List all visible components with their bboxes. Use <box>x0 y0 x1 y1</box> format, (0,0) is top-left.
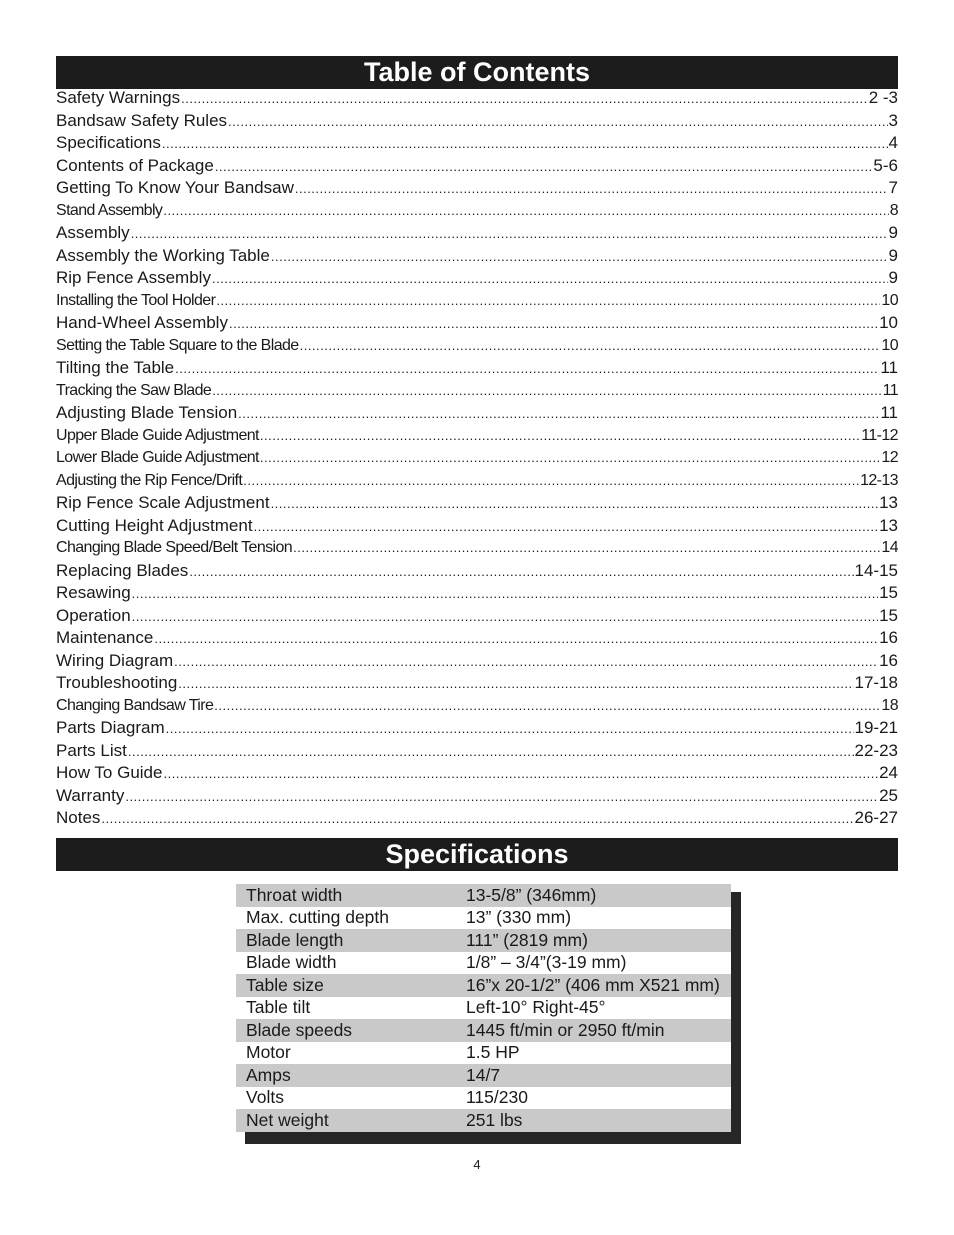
spec-row <box>236 907 731 930</box>
toc-entry <box>56 290 898 313</box>
toc-entry-title: How To Guide <box>56 763 163 782</box>
toc-leader-dots <box>271 493 879 515</box>
toc-leader-dots <box>163 200 888 223</box>
toc-entry-page: 18 <box>881 696 898 714</box>
toc-entry <box>56 132 898 155</box>
spec-value: 1445 ft/min or 2950 ft/min <box>466 1019 731 1042</box>
toc-entry <box>56 695 898 718</box>
toc-entry <box>56 110 898 133</box>
toc-leader-dots <box>174 651 878 673</box>
toc-entry-page: 11 <box>880 403 898 422</box>
toc-leader-dots <box>101 808 853 830</box>
toc-leader-dots <box>212 380 881 403</box>
toc-entry <box>56 380 898 403</box>
toc-entry-title: Adjusting the Rip Fence/Drift <box>56 471 243 489</box>
spec-value: Left-10° Right-45° <box>466 997 606 1018</box>
toc-entry-title: Troubleshooting <box>56 673 178 692</box>
toc-entry-page: 9 <box>888 245 898 265</box>
toc-entry-page: 4 <box>888 133 898 152</box>
toc-entry <box>56 267 898 290</box>
toc-entry-page: 15 <box>879 583 898 602</box>
spec-label: Blade speeds <box>236 1019 466 1042</box>
toc-entry-page: 2 -3 <box>868 88 898 107</box>
spec-label: Table tilt <box>246 997 311 1018</box>
toc-entry <box>56 515 898 538</box>
toc-entry-page: 14 <box>881 539 898 556</box>
toc-entry-title: Changing Bandsaw Tire <box>56 696 214 714</box>
toc-entry-page: 8 <box>889 201 898 219</box>
toc-entry <box>56 177 898 200</box>
toc-entry-page: 10 <box>881 336 898 354</box>
toc-leader-dots <box>260 425 860 448</box>
toc-leader-dots <box>181 88 868 110</box>
toc-leader-dots <box>189 561 853 583</box>
toc-entry-title: Operation <box>56 605 131 625</box>
toc-leader-dots <box>175 358 879 380</box>
specifications-table <box>236 884 731 1132</box>
toc-entry-title: Specifications <box>56 133 161 152</box>
spec-row <box>236 1042 731 1065</box>
toc-leader-dots <box>293 537 880 560</box>
toc-entry-page: 12-13 <box>860 471 898 489</box>
toc-leader-dots <box>260 447 881 470</box>
spec-label: Volts <box>246 1087 284 1108</box>
toc-entry-page: 11 <box>882 381 898 399</box>
specifications-heading: Specifications <box>56 838 898 871</box>
toc-entry-page: 10 <box>879 313 898 332</box>
toc-entry-title: Contents of Package <box>56 155 214 175</box>
spec-value: 1.5 HP <box>466 1042 520 1063</box>
toc-entry <box>56 357 898 380</box>
toc-leader-dots <box>166 718 854 740</box>
toc-entry-page: 11 <box>880 358 898 377</box>
toc-entry <box>56 537 898 560</box>
toc-entry-page: 19-21 <box>854 718 898 737</box>
toc-entry <box>56 582 898 605</box>
spec-value: 1/8” – 3/4”(3-19 mm) <box>466 952 627 973</box>
toc-entry-title: Rip Fence Scale Adjustment <box>56 493 270 512</box>
toc-entry-title: Warranty <box>56 785 125 805</box>
toc-list <box>56 87 898 830</box>
toc-entry-page: 13 <box>879 515 898 535</box>
toc-leader-dots <box>228 111 887 133</box>
spec-label: Blade length <box>236 929 466 952</box>
toc-entry <box>56 717 898 740</box>
toc-leader-dots <box>162 133 888 155</box>
spec-label: Table size <box>236 974 466 997</box>
toc-entry <box>56 87 898 110</box>
toc-entry <box>56 807 898 830</box>
toc-entry-title: Assembly <box>56 223 130 242</box>
specifications-panel <box>236 884 731 1136</box>
toc-entry <box>56 560 898 583</box>
toc-entry <box>56 245 898 268</box>
toc-entry <box>56 447 898 470</box>
spec-label: Max. cutting depth <box>246 907 389 928</box>
spec-row <box>236 1087 731 1110</box>
toc-entry-page: 10 <box>881 291 898 309</box>
toc-leader-dots <box>300 335 881 358</box>
spec-value: 13” (330 mm) <box>466 907 572 928</box>
toc-entry <box>56 785 898 808</box>
toc-entry <box>56 762 898 785</box>
toc-leader-dots <box>271 246 888 268</box>
toc-leader-dots <box>295 178 888 200</box>
toc-entry <box>56 335 898 358</box>
toc-entry <box>56 402 898 425</box>
toc-entry-title: Hand-Wheel Assembly <box>56 313 228 332</box>
spec-row <box>236 884 731 907</box>
spec-value: 251 lbs <box>466 1109 731 1132</box>
toc-entry-title: Assembly the Working Table <box>56 245 270 265</box>
toc-entry <box>56 740 898 763</box>
toc-entry-title: Getting To Know Your Bandsaw <box>56 178 294 197</box>
spec-value: 16”x 20-1/2” (406 mm X521 mm) <box>466 974 731 997</box>
toc-entry-page: 12 <box>881 449 898 466</box>
toc-entry-page: 3 <box>888 110 898 130</box>
spec-value: 111” (2819 mm) <box>466 929 731 952</box>
toc-leader-dots <box>131 223 888 245</box>
spec-label: Amps <box>236 1064 466 1087</box>
spec-value: 13-5/8” (346mm) <box>466 884 731 907</box>
toc-entry-page: 7 <box>888 178 898 197</box>
toc-leader-dots <box>243 470 859 493</box>
toc-leader-dots <box>128 741 854 763</box>
toc-entry-page: 25 <box>879 785 898 805</box>
toc-leader-dots <box>132 606 878 628</box>
toc-entry-title: Parts List <box>56 740 127 760</box>
spec-value: 115/230 <box>466 1087 528 1108</box>
toc-entry-page: 26-27 <box>854 808 898 827</box>
toc-entry-page: 16 <box>879 628 898 647</box>
toc-leader-dots <box>215 156 873 178</box>
toc-entry-title: Notes <box>56 808 101 827</box>
toc-entry-title: Changing Blade Speed/Belt Tension <box>56 539 293 556</box>
toc-leader-dots <box>125 786 878 808</box>
toc-entry-page: 13 <box>879 493 898 512</box>
toc-entry-title: Safety Warnings <box>56 88 181 107</box>
spec-row <box>236 929 731 952</box>
spec-row <box>236 1109 731 1132</box>
spec-label: Net weight <box>236 1109 466 1132</box>
spec-label: Motor <box>246 1042 291 1063</box>
toc-entry-page: 22-23 <box>854 740 898 760</box>
toc-leader-dots <box>178 673 853 695</box>
toc-entry-title: Cutting Height Adjustment <box>56 515 253 535</box>
toc-entry-title: Lower Blade Guide Adjustment <box>56 449 259 466</box>
spec-row <box>236 1019 731 1042</box>
toc-leader-dots <box>238 403 879 425</box>
toc-entry-title: Bandsaw Safety Rules <box>56 110 228 130</box>
toc-leader-dots <box>214 695 880 718</box>
toc-entry <box>56 672 898 695</box>
toc-leader-dots <box>229 313 878 335</box>
toc-entry-page: 5-6 <box>873 155 898 175</box>
toc-entry <box>56 470 898 493</box>
toc-entry <box>56 627 898 650</box>
spec-row <box>236 952 731 975</box>
toc-entry-title: Stand Assembly <box>56 201 163 219</box>
toc-entry-title: Upper Blade Guide Adjustment <box>56 426 259 444</box>
toc-entry-page: 24 <box>879 763 898 782</box>
toc-entry-page: 11-12 <box>861 426 898 444</box>
toc-entry-page: 17-18 <box>854 673 898 692</box>
toc-leader-dots <box>132 583 878 605</box>
toc-entry-title: Wiring Diagram <box>56 650 174 670</box>
spec-row <box>236 997 731 1020</box>
toc-leader-dots <box>212 268 888 290</box>
toc-entry-title: Tracking the Saw Blade <box>56 381 212 399</box>
toc-entry-page: 15 <box>879 605 898 625</box>
spec-label: Throat width <box>236 884 466 907</box>
toc-entry <box>56 200 898 223</box>
toc-entry-title: Tilting the Table <box>56 358 175 377</box>
toc-entry <box>56 605 898 628</box>
toc-entry-title: Maintenance <box>56 628 154 647</box>
toc-entry-title: Setting the Table Square to the Blade <box>56 336 299 354</box>
toc-leader-dots <box>163 763 878 785</box>
toc-entry <box>56 312 898 335</box>
spec-row <box>236 974 731 997</box>
toc-leader-dots <box>216 290 880 313</box>
toc-heading: Table of Contents <box>56 56 898 89</box>
spec-value: 14/7 <box>466 1064 731 1087</box>
toc-entry <box>56 155 898 178</box>
spec-label: Blade width <box>246 952 337 973</box>
toc-entry-page: 16 <box>879 650 898 670</box>
toc-entry <box>56 425 898 448</box>
toc-entry <box>56 650 898 673</box>
toc-entry-title: Adjusting Blade Tension <box>56 403 238 422</box>
toc-entry <box>56 492 898 515</box>
toc-leader-dots <box>254 516 879 538</box>
page-number: 4 <box>473 1157 481 1172</box>
toc-entry-title: Replacing Blades <box>56 560 189 580</box>
spec-row <box>236 1064 731 1087</box>
toc-entry-page: 9 <box>888 223 898 242</box>
toc-entry-title: Resawing <box>56 583 131 602</box>
toc-entry-page: 14-15 <box>854 560 898 580</box>
toc-entry-title: Installing the Tool Holder <box>56 291 216 309</box>
toc-entry-page: 9 <box>888 268 898 287</box>
toc-entry-title: Rip Fence Assembly <box>56 268 211 287</box>
toc-leader-dots <box>154 628 878 650</box>
toc-entry <box>56 222 898 245</box>
toc-entry-title: Parts Diagram <box>56 718 165 737</box>
